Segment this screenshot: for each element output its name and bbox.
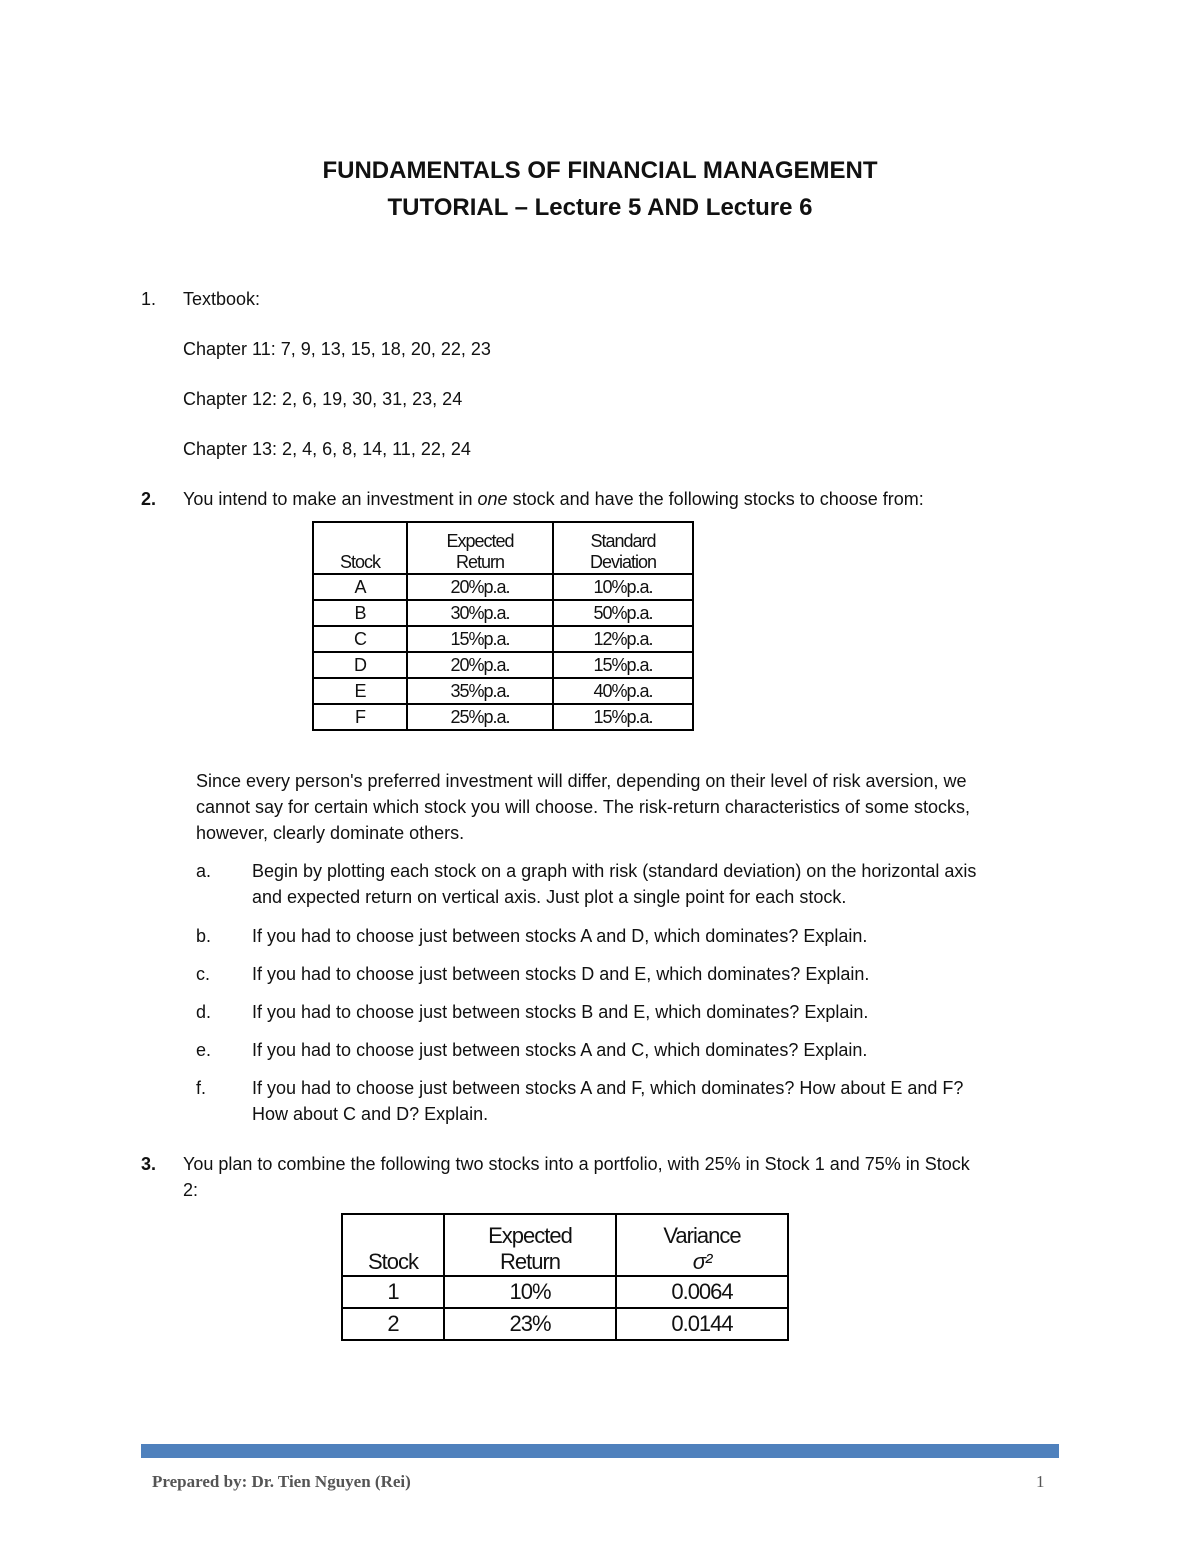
table-row bbox=[313, 678, 693, 704]
header-line: Deviation bbox=[589, 552, 657, 572]
q2-part-a-letter: a. bbox=[196, 861, 212, 881]
q2-part-f-letter: f. bbox=[196, 1078, 207, 1098]
table-cell: 30%p.a. bbox=[407, 600, 553, 626]
q2-part-e-letter: e. bbox=[196, 1040, 212, 1060]
stocks-table bbox=[312, 521, 694, 731]
q2-intro bbox=[183, 486, 924, 512]
table-header-row bbox=[342, 1214, 788, 1276]
q2-part-d-letter: d. bbox=[196, 1002, 212, 1022]
header-expected-return bbox=[407, 522, 553, 574]
header-line: Variance bbox=[663, 1223, 741, 1248]
table-row bbox=[313, 626, 693, 652]
table-cell: E bbox=[313, 678, 407, 704]
table-row bbox=[313, 574, 693, 600]
footer-page-number: 1 bbox=[1036, 1472, 1045, 1491]
document-title: FUNDAMENTALS OF FINANCIAL MANAGEMENT bbox=[322, 157, 878, 184]
table-cell: C bbox=[313, 626, 407, 652]
q1-chapter-12: Chapter 12: 2, 6, 19, 30, 31, 23, 24 bbox=[183, 389, 463, 409]
q2-paragraph-line-3: however, clearly dominate others. bbox=[196, 823, 465, 843]
q2-part-a-line-1: Begin by plotting each stock on a graph with risk (standard deviation) on the horizontal axis bbox=[252, 861, 977, 881]
header-line bbox=[314, 531, 406, 552]
q3-intro-line-2: 2: bbox=[183, 1180, 199, 1200]
q3-number: 3. bbox=[141, 1154, 157, 1174]
portfolio-table bbox=[341, 1213, 789, 1341]
table-cell: D bbox=[313, 652, 407, 678]
header-line: Standard bbox=[590, 531, 656, 551]
header-expected-return bbox=[444, 1214, 616, 1276]
q2-intro-before: You intend to make an investment in bbox=[183, 489, 478, 509]
header-stock bbox=[342, 1214, 444, 1276]
table-cell: 15%p.a. bbox=[553, 704, 693, 730]
table-cell: 10%p.a. bbox=[553, 574, 693, 600]
q2-intro-emphasis: one bbox=[477, 489, 508, 509]
q2-part-d-line-1: If you had to choose just between stocks B and E, which dominates? Explain. bbox=[252, 1002, 869, 1022]
sigma-squared-symbol: σ² bbox=[692, 1249, 712, 1274]
q2-part-c-letter: c. bbox=[196, 964, 211, 984]
q2-part-e-line-1: If you had to choose just between stocks A and C, which dominates? Explain. bbox=[252, 1040, 868, 1060]
table-cell: 50%p.a. bbox=[553, 600, 693, 626]
q2-intro-after: stock and have the following stocks to choose from: bbox=[507, 489, 924, 509]
table-row bbox=[313, 704, 693, 730]
document-subtitle: TUTORIAL – Lecture 5 AND Lecture 6 bbox=[387, 194, 813, 221]
table-cell: 15%p.a. bbox=[553, 652, 693, 678]
q3-intro-line-1: You plan to combine the following two stocks into a portfolio, with 25% in Stock 1 and 75% in Stock bbox=[183, 1154, 970, 1174]
header-line bbox=[343, 1223, 443, 1249]
header-line: Stock bbox=[367, 1249, 419, 1274]
header-line: Return bbox=[455, 552, 505, 572]
header-line: Expected bbox=[488, 1223, 572, 1248]
table-cell: 10% bbox=[444, 1276, 616, 1308]
q2-part-b-letter: b. bbox=[196, 926, 212, 946]
q1-number: 1. bbox=[141, 289, 157, 309]
table-cell: A bbox=[313, 574, 407, 600]
q2-paragraph-line-2: cannot say for certain which stock you will choose. The risk-return characteristics of some stocks, bbox=[196, 797, 970, 817]
table-cell: 23% bbox=[444, 1308, 616, 1340]
table-row bbox=[313, 652, 693, 678]
header-line: Expected bbox=[446, 531, 514, 551]
table-cell: 25%p.a. bbox=[407, 704, 553, 730]
header-line: Return bbox=[499, 1249, 561, 1274]
table-cell: 2 bbox=[342, 1308, 444, 1340]
table-cell: 35%p.a. bbox=[407, 678, 553, 704]
header-standard-deviation bbox=[553, 522, 693, 574]
table-header-row bbox=[313, 522, 693, 574]
footer-prepared-by: Prepared by: Dr. Tien Nguyen (Rei) bbox=[152, 1472, 411, 1491]
q1-chapter-13: Chapter 13: 2, 4, 6, 8, 14, 11, 22, 24 bbox=[183, 439, 471, 459]
table-cell: F bbox=[313, 704, 407, 730]
q1-label: Textbook: bbox=[183, 289, 261, 309]
footer-bar bbox=[141, 1444, 1059, 1458]
table-row bbox=[342, 1276, 788, 1308]
table-cell: 20%p.a. bbox=[407, 652, 553, 678]
table-cell: 15%p.a. bbox=[407, 626, 553, 652]
table-cell: 40%p.a. bbox=[553, 678, 693, 704]
q2-part-f-line-1: If you had to choose just between stocks A and F, which dominates? How about E and F? bbox=[252, 1078, 964, 1098]
q2-part-b-line-1: If you had to choose just between stocks A and D, which dominates? Explain. bbox=[252, 926, 868, 946]
table-cell: 1 bbox=[342, 1276, 444, 1308]
table-cell: 0.0064 bbox=[616, 1276, 788, 1308]
q2-part-c-line-1: If you had to choose just between stocks D and E, which dominates? Explain. bbox=[252, 964, 870, 984]
q2-paragraph-line-1: Since every person's preferred investment will differ, depending on their level of risk aversion, we bbox=[196, 771, 967, 791]
table-row bbox=[342, 1308, 788, 1340]
table-cell: 20%p.a. bbox=[407, 574, 553, 600]
q2-part-a-line-2: and expected return on vertical axis. Just plot a single point for each stock. bbox=[252, 887, 847, 907]
header-line: Stock bbox=[339, 552, 381, 572]
header-stock bbox=[313, 522, 407, 574]
q2-number: 2. bbox=[141, 489, 157, 509]
table-row bbox=[313, 600, 693, 626]
q2-part-f-line-2: How about C and D? Explain. bbox=[252, 1104, 489, 1124]
table-cell: B bbox=[313, 600, 407, 626]
header-variance bbox=[616, 1214, 788, 1276]
table-cell: 12%p.a. bbox=[553, 626, 693, 652]
table-cell: 0.0144 bbox=[616, 1308, 788, 1340]
q1-chapter-11: Chapter 11: 7, 9, 13, 15, 18, 20, 22, 23 bbox=[183, 339, 491, 359]
